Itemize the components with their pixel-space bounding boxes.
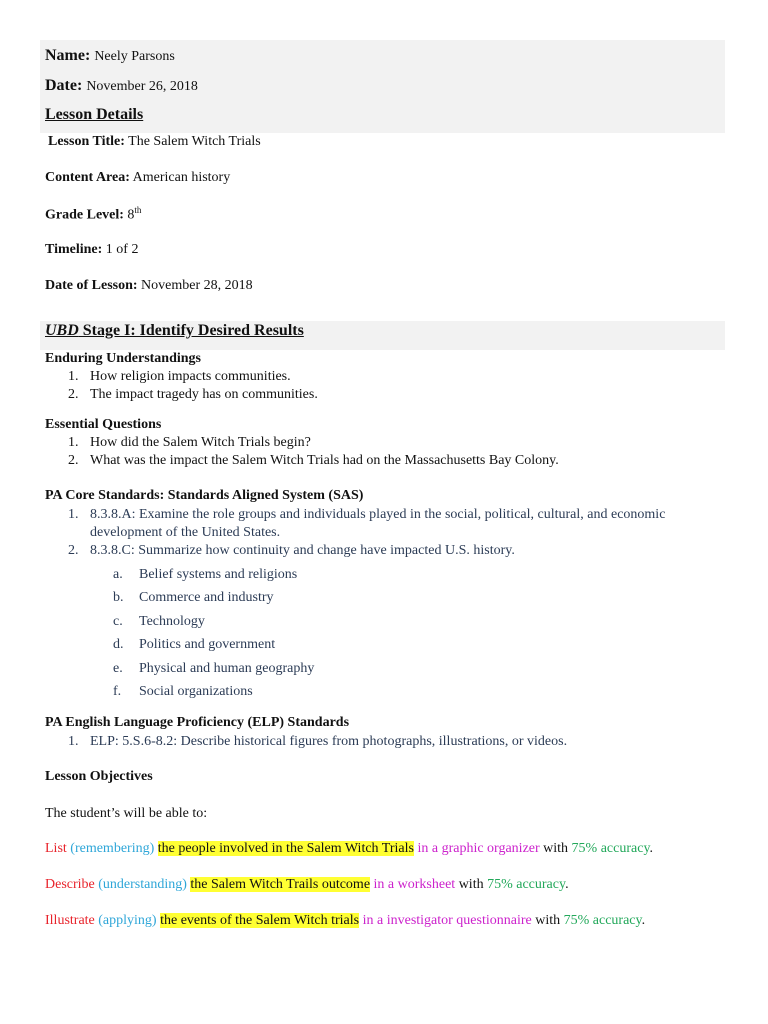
- list-item: 2. What was the impact the Salem Witch Trials had on the Massachusetts Bay Colony.: [68, 453, 559, 468]
- date-label: Date:: [45, 77, 83, 94]
- lesson-details-heading: Lesson Details: [45, 106, 144, 123]
- objectives-heading: Lesson Objectives: [45, 769, 153, 784]
- detail-lesson-title: Lesson Title: The Salem Witch Trials: [48, 134, 261, 149]
- list-item: 2. 8.3.8.C: Summarize how continuity and change have impacted U.S. history.: [68, 543, 515, 558]
- enduring-heading: Enduring Understandings: [45, 351, 202, 366]
- list-item: 1. How religion impacts communities.: [68, 369, 291, 384]
- enduring-list: [68, 368, 318, 404]
- core-heading: PA Core Standards: Standards Aligned System (SAS): [45, 488, 364, 503]
- elp-heading: PA English Language Proficiency (ELP) Standards: [45, 715, 350, 730]
- objective-row: Describe (understanding) the Salem Witch Trails outcome in a worksheet with 75% accuracy.: [45, 877, 569, 892]
- essential-heading: Essential Questions: [45, 417, 162, 432]
- core-list: [68, 506, 665, 560]
- date-line: [45, 77, 198, 95]
- detail-timeline: Timeline: 1 of 2: [45, 242, 139, 257]
- list-item: e. Physical and human geography: [113, 660, 315, 676]
- objective-row: List (remembering) the people involved in the Salem Witch Trials in a graphic organizer with 75% accuracy.: [45, 841, 654, 856]
- stage1-heading: UBD Stage I: Identify Desired Results: [45, 322, 304, 339]
- detail-grade-level: Grade Level: 8th: [45, 205, 142, 223]
- list-item: 2. The impact tragedy has on communities.: [68, 387, 318, 402]
- detail-content-area: Content Area: American history: [45, 170, 231, 185]
- name-value: Neely Parsons: [94, 49, 175, 64]
- list-item: 1. 8.3.8.A: Examine the role groups and individuals played in the social, political, cultural, and economic: [68, 507, 666, 522]
- list-item: 1. ELP: 5.S.6-8.2: Describe historical figures from photographs, illustrations, or videos.: [68, 734, 568, 749]
- date-value: November 26, 2018: [86, 79, 198, 94]
- objective-row: Illustrate (applying) the events of the Salem Witch trials in a investigator questionnaire with 75% accuracy.: [45, 913, 646, 928]
- essential-list: [68, 434, 559, 470]
- list-item: d. Politics and government: [113, 637, 276, 653]
- list-item: c. Technology: [113, 613, 205, 629]
- list-item: b. Commerce and industry: [113, 590, 274, 606]
- name-label: Name:: [45, 47, 91, 64]
- name-line: [45, 47, 175, 65]
- objectives-intro: The student’s will be able to:: [45, 806, 208, 821]
- core-sub-list: [113, 563, 314, 703]
- detail-date-of-lesson: Date of Lesson: November 28, 2018: [45, 278, 253, 293]
- elp-list: [68, 733, 567, 751]
- list-item-continuation: development of the United States.: [90, 525, 281, 540]
- list-item: 1. How did the Salem Witch Trials begin?: [68, 435, 311, 450]
- list-item: f. Social organizations: [113, 684, 253, 700]
- list-item: a. Belief systems and religions: [113, 567, 298, 582]
